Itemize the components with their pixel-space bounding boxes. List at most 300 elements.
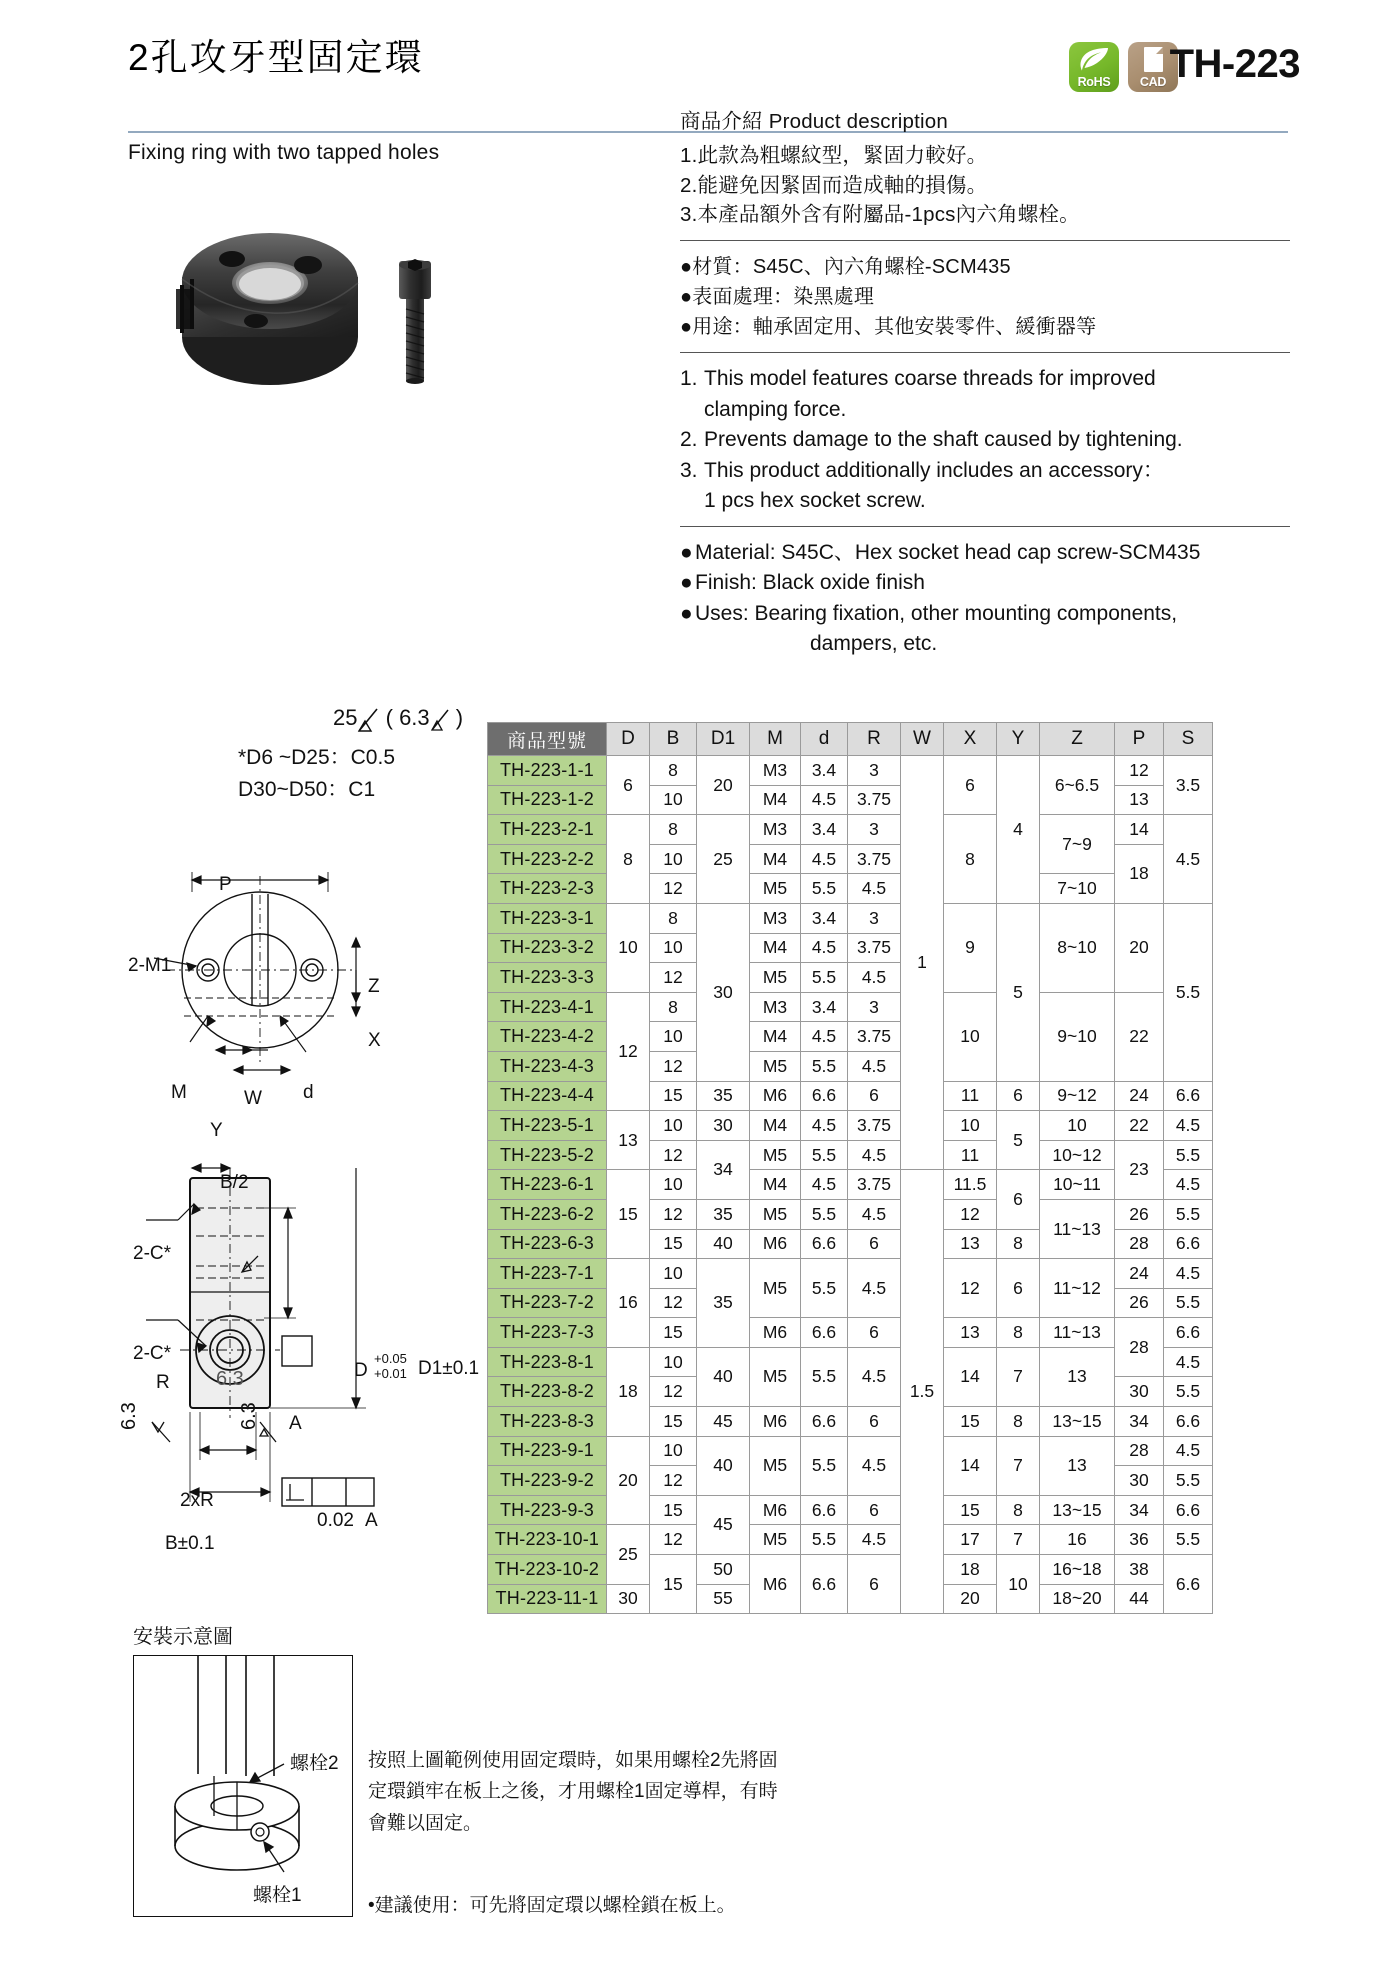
description-divider-3: [680, 526, 1290, 527]
cell-d: 3.4: [801, 815, 848, 845]
cell-y: 7: [997, 1525, 1040, 1555]
surface-finish-symbol: [333, 705, 463, 733]
cell-b: 10: [650, 1111, 697, 1141]
en-item-3-cont: 1 pcs hex socket screw.: [704, 489, 926, 513]
cell-p: 28: [1115, 1318, 1164, 1377]
table-row[interactable]: [488, 1259, 1213, 1289]
cell-b: 15: [650, 1407, 697, 1437]
cell-y: 7: [997, 1347, 1040, 1406]
cell-x: 11.5: [944, 1170, 997, 1200]
cell-model[interactable]: TH-223-8-2: [488, 1377, 607, 1407]
cell-s: 6.6: [1164, 1555, 1213, 1614]
cell-p: 13: [1115, 785, 1164, 815]
cell-model[interactable]: TH-223-6-3: [488, 1229, 607, 1259]
en-item-1-text: This model features coarse threads for improved: [704, 367, 1156, 391]
col-header-m: M: [750, 723, 801, 756]
cell-s: 5.5: [1164, 1140, 1213, 1170]
cell-d1: 40: [697, 1436, 750, 1495]
cell-d1: 34: [697, 1140, 750, 1199]
cell-x: 12: [944, 1199, 997, 1229]
cell-d: 5.5: [801, 874, 848, 904]
cell-m: M5: [750, 1436, 801, 1495]
label-d-tol-upper: +0.05: [374, 1351, 407, 1366]
label-rough-left: 6.3: [118, 1402, 140, 1430]
cell-d: 5.5: [801, 1436, 848, 1495]
installation-diagram: [134, 1656, 350, 1914]
cell-d: 4.5: [801, 1022, 848, 1052]
cell-model[interactable]: TH-223-9-3: [488, 1495, 607, 1525]
label-gdt-datum: A: [365, 1510, 378, 1531]
col-header-d: D: [607, 723, 650, 756]
cell-m: M4: [750, 1022, 801, 1052]
cell-p: 36: [1115, 1525, 1164, 1555]
cell-r: 4.5: [848, 1259, 901, 1318]
cell-d: 12: [607, 992, 650, 1110]
rohs-label: RoHS: [1077, 75, 1111, 89]
cell-s: 4.5: [1164, 1111, 1213, 1141]
uses-en: [680, 599, 1290, 629]
certification-badges: [1069, 42, 1178, 92]
cell-d: 10: [607, 903, 650, 992]
cell-d1: 45: [697, 1495, 750, 1554]
col-header-x: X: [944, 723, 997, 756]
cell-r: 6: [848, 1318, 901, 1348]
label-r: R: [156, 1372, 170, 1393]
uses-zh: ●用途：軸承固定用、其他安裝零件、緩衝器等: [680, 316, 1097, 339]
table-row[interactable]: [488, 815, 1213, 845]
cell-b: 10: [650, 1259, 697, 1289]
cell-r: 3.75: [848, 1111, 901, 1141]
cell-s: 6.6: [1164, 1229, 1213, 1259]
cell-d: 20: [607, 1436, 650, 1525]
cell-d: 6.6: [801, 1081, 848, 1111]
cell-b: 10: [650, 933, 697, 963]
finish-zh: ●表面處理：染黑處理: [680, 286, 875, 309]
cell-b: 10: [650, 1436, 697, 1466]
cell-z: 10~11: [1040, 1170, 1115, 1200]
cell-model[interactable]: TH-223-7-2: [488, 1288, 607, 1318]
cell-y: 7: [997, 1436, 1040, 1495]
col-header-p: P: [1115, 723, 1164, 756]
label-m: M: [171, 1082, 187, 1103]
cell-m: M6: [750, 1318, 801, 1348]
cell-d: 6: [607, 756, 650, 815]
cell-r: 3.75: [848, 1022, 901, 1052]
cell-d: 4.5: [801, 844, 848, 874]
cell-d1: 40: [697, 1347, 750, 1406]
en-item-2-text: Prevents damage to the shaft caused by tightening.: [704, 427, 1183, 451]
cell-d: 6.6: [801, 1318, 848, 1348]
product-description: [680, 104, 1290, 659]
specification-table: [487, 722, 1213, 1614]
cell-b: 10: [650, 844, 697, 874]
cell-z: 13: [1040, 1436, 1115, 1495]
cell-r: 3: [848, 903, 901, 933]
cell-p: 26: [1115, 1199, 1164, 1229]
cell-p: 30: [1115, 1466, 1164, 1496]
cell-y: 6: [997, 1170, 1040, 1229]
cell-d: 25: [607, 1525, 650, 1584]
cell-x: 11: [944, 1140, 997, 1170]
cell-r: 4.5: [848, 1140, 901, 1170]
cell-m: M4: [750, 1170, 801, 1200]
description-zh-3: 3.本產品額外含有附屬品-1pcs內六角螺栓。: [680, 203, 1080, 227]
cell-y: 4: [997, 756, 1040, 904]
cell-model[interactable]: TH-223-6-2: [488, 1199, 607, 1229]
label-d1-tol: D1±0.1: [418, 1358, 480, 1379]
cell-x: 13: [944, 1318, 997, 1348]
cell-b: 10: [650, 1347, 697, 1377]
cell-w: 1.5: [901, 1170, 944, 1614]
cell-model[interactable]: TH-223-4-2: [488, 1022, 607, 1052]
cell-p: 22: [1115, 992, 1164, 1081]
surface-finish-main: 25: [333, 705, 358, 730]
surface-finish-alt: 6.3: [399, 705, 430, 730]
cell-d: 4.5: [801, 785, 848, 815]
cell-p: 44: [1115, 1584, 1164, 1614]
label-b-half: B/2: [220, 1172, 249, 1193]
cell-d: 30: [607, 1584, 650, 1614]
finish-check-icon: [357, 707, 379, 733]
cell-b: 12: [650, 874, 697, 904]
cell-model[interactable]: TH-223-11-1: [488, 1584, 607, 1614]
cell-m: M5: [750, 874, 801, 904]
table-row[interactable]: [488, 992, 1213, 1022]
cell-r: 4.5: [848, 1199, 901, 1229]
cell-r: 6: [848, 1407, 901, 1437]
uses-en-cont: dampers, etc.: [810, 631, 938, 655]
cell-model[interactable]: TH-223-5-2: [488, 1140, 607, 1170]
cell-x: 10: [944, 1111, 997, 1141]
cell-d1: 35: [697, 1081, 750, 1111]
cell-b: 15: [650, 1495, 697, 1525]
table-row[interactable]: [488, 903, 1213, 933]
table-body: [488, 756, 1213, 1614]
cell-d: 4.5: [801, 1170, 848, 1200]
finish-check-icon-2: [430, 708, 450, 732]
cell-d: 3.4: [801, 992, 848, 1022]
cell-model[interactable]: TH-223-10-1: [488, 1525, 607, 1555]
cell-s: 6.6: [1164, 1407, 1213, 1437]
material-en-text: Material: S45C、Hex socket head cap screw-SCM435: [695, 541, 1201, 565]
table-row[interactable]: [488, 1436, 1213, 1466]
cell-z: 8~10: [1040, 903, 1115, 992]
table-row[interactable]: [488, 1111, 1213, 1141]
cell-z: 13: [1040, 1347, 1115, 1406]
cell-b: 15: [650, 1081, 697, 1111]
cell-p: 34: [1115, 1495, 1164, 1525]
cell-model[interactable]: TH-223-6-1: [488, 1170, 607, 1200]
cell-z: 13~15: [1040, 1407, 1115, 1437]
cell-m: M5: [750, 1140, 801, 1170]
cell-r: 6: [848, 1555, 901, 1614]
bullet-dot-3: ●: [680, 601, 693, 625]
cell-p: 26: [1115, 1288, 1164, 1318]
cell-m: M4: [750, 933, 801, 963]
cell-r: 4.5: [848, 1525, 901, 1555]
label-gdt-value: 0.02: [317, 1510, 354, 1531]
cell-r: 6: [848, 1495, 901, 1525]
cell-b: 15: [650, 1555, 697, 1614]
label-rough-right: 6.3: [238, 1402, 260, 1430]
cell-m: M5: [750, 963, 801, 993]
cell-y: 8: [997, 1229, 1040, 1259]
table-row[interactable]: [488, 1199, 1213, 1229]
table-row[interactable]: [488, 1407, 1213, 1437]
cell-m: M4: [750, 844, 801, 874]
specification-table-wrapper: [487, 722, 1213, 1614]
label-bolt-2: 螺栓2: [290, 1753, 339, 1774]
cell-d: 6.6: [801, 1229, 848, 1259]
cell-z: 11~12: [1040, 1259, 1115, 1318]
cell-model[interactable]: TH-223-2-2: [488, 844, 607, 874]
model-number: TH-223: [1169, 42, 1300, 86]
cell-d: 5.5: [801, 1259, 848, 1318]
product-photo: [140, 215, 480, 415]
cell-model[interactable]: TH-223-8-1: [488, 1347, 607, 1377]
cell-z: 10~12: [1040, 1140, 1115, 1170]
cell-d1: 45: [697, 1407, 750, 1437]
cell-model[interactable]: TH-223-1-1: [488, 756, 607, 786]
label-y: Y: [210, 1120, 223, 1141]
cell-model[interactable]: TH-223-2-1: [488, 815, 607, 845]
cell-d1: 20: [697, 756, 750, 815]
cell-d1: 55: [697, 1584, 750, 1614]
cell-s: 6.6: [1164, 1081, 1213, 1111]
cell-r: 4.5: [848, 874, 901, 904]
chamfer-note-1: *D6 ~D25：C0.5: [238, 746, 395, 769]
cell-m: M3: [750, 903, 801, 933]
cell-d1: 35: [697, 1199, 750, 1229]
cell-d1: 30: [697, 1111, 750, 1141]
cell-p: 38: [1115, 1555, 1164, 1585]
cell-m: M3: [750, 815, 801, 845]
cell-p: 22: [1115, 1111, 1164, 1141]
cell-y: 6: [997, 1259, 1040, 1318]
cell-s: 4.5: [1164, 815, 1213, 904]
description-divider-2: [680, 352, 1290, 353]
cell-model[interactable]: TH-223-4-4: [488, 1081, 607, 1111]
table-row[interactable]: [488, 756, 1213, 786]
cell-d: 16: [607, 1259, 650, 1348]
cell-model[interactable]: TH-223-3-2: [488, 933, 607, 963]
cell-b: 12: [650, 1288, 697, 1318]
cell-x: 15: [944, 1407, 997, 1437]
label-x: X: [368, 1030, 381, 1051]
cell-model[interactable]: TH-223-4-1: [488, 992, 607, 1022]
installation-note: 按照上圖範例使用固定環時，如果用螺栓2先將固定環鎖牢在板上之後，才用螺栓1固定導桿，有時會難以固定。: [368, 1750, 778, 1834]
cell-s: 5.5: [1164, 1199, 1213, 1229]
cell-s: 4.5: [1164, 1170, 1213, 1200]
cell-m: M6: [750, 1495, 801, 1525]
cell-m: M6: [750, 1229, 801, 1259]
cell-p: 24: [1115, 1081, 1164, 1111]
cell-z: 11~13: [1040, 1318, 1115, 1348]
cell-d: 8: [607, 815, 650, 904]
cell-m: M3: [750, 992, 801, 1022]
cell-model[interactable]: TH-223-3-1: [488, 903, 607, 933]
cell-z: 18~20: [1040, 1584, 1115, 1614]
cell-x: 20: [944, 1584, 997, 1614]
label-b-tol: B±0.1: [165, 1533, 215, 1554]
cell-s: 5.5: [1164, 1466, 1213, 1496]
description-divider-1: [680, 240, 1290, 241]
cell-r: 3: [848, 815, 901, 845]
cell-d: 6.6: [801, 1555, 848, 1614]
col-header-b: B: [650, 723, 697, 756]
cell-model[interactable]: TH-223-3-3: [488, 963, 607, 993]
cell-r: 3.75: [848, 1170, 901, 1200]
cell-s: 5.5: [1164, 1377, 1213, 1407]
cell-s: 4.5: [1164, 1436, 1213, 1466]
cell-y: 8: [997, 1318, 1040, 1348]
cell-p: 34: [1115, 1407, 1164, 1437]
cell-s: 5.5: [1164, 903, 1213, 1081]
cell-model[interactable]: TH-223-8-3: [488, 1407, 607, 1437]
cell-z: 13~15: [1040, 1495, 1115, 1525]
cell-b: 8: [650, 903, 697, 933]
cell-z: 16~18: [1040, 1555, 1115, 1585]
cell-x: 6: [944, 756, 997, 815]
cell-x: 8: [944, 815, 997, 904]
bullet-dot-1: ●: [680, 541, 693, 565]
label-z: Z: [368, 976, 380, 997]
cell-x: 12: [944, 1259, 997, 1318]
cell-d1: 40: [697, 1229, 750, 1259]
cell-x: 18: [944, 1555, 997, 1585]
description-zh-1: 1.此款為粗螺紋型，緊固力較好。: [680, 144, 988, 167]
cell-model[interactable]: TH-223-10-2: [488, 1555, 607, 1585]
chamfer-notes: [238, 742, 395, 805]
label-chamfer-1: 2-C*: [133, 1243, 172, 1264]
en-item-3-num: 3.: [680, 458, 698, 482]
cell-model[interactable]: TH-223-5-1: [488, 1111, 607, 1141]
cell-r: 4.5: [848, 1051, 901, 1081]
installation-tip: •建議使用：可先將固定環以螺栓鎖在板上。: [368, 1895, 736, 1916]
cell-z: 9~12: [1040, 1081, 1115, 1111]
cell-r: 3: [848, 756, 901, 786]
cell-p: 28: [1115, 1229, 1164, 1259]
cell-model[interactable]: TH-223-1-2: [488, 785, 607, 815]
cell-d1: 35: [697, 1259, 750, 1348]
cell-m: M3: [750, 756, 801, 786]
label-d-tol: D: [354, 1360, 368, 1381]
cell-p: 23: [1115, 1140, 1164, 1199]
surface-finish-paren-close: ): [455, 705, 464, 730]
material-zh: ●材質：S45C、內六角螺栓-SCM435: [680, 256, 1011, 279]
cell-d: 18: [607, 1347, 650, 1436]
cell-d: 5.5: [801, 1140, 848, 1170]
cell-model[interactable]: TH-223-2-3: [488, 874, 607, 904]
cell-r: 3.75: [848, 785, 901, 815]
cell-z: 9~10: [1040, 992, 1115, 1081]
label-w: W: [244, 1088, 262, 1109]
en-item-2-num: 2.: [680, 427, 698, 451]
en-item-1-cont: clamping force.: [704, 397, 847, 421]
table-row[interactable]: [488, 1347, 1213, 1377]
cell-model[interactable]: TH-223-7-1: [488, 1259, 607, 1289]
cell-r: 4.5: [848, 963, 901, 993]
cell-m: M4: [750, 785, 801, 815]
description-en-item-2: [680, 425, 1290, 455]
cell-y: 8: [997, 1495, 1040, 1525]
cell-z: 6~6.5: [1040, 756, 1115, 815]
label-d-tol-lower: +0.01: [374, 1366, 407, 1381]
label-chamfer-2: 2-C*: [133, 1343, 172, 1364]
cell-x: 13: [944, 1229, 997, 1259]
cell-y: 6: [997, 1081, 1040, 1111]
chamfer-note-2: D30~D50：C1: [238, 777, 376, 801]
cell-s: 5.5: [1164, 1525, 1213, 1555]
installation-title: 安裝示意圖: [133, 1626, 233, 1648]
cell-m: M5: [750, 1525, 801, 1555]
cell-s: 6.6: [1164, 1318, 1213, 1348]
cell-z: 16: [1040, 1525, 1115, 1555]
description-heading: 商品介紹 Product description: [680, 110, 948, 133]
material-en: [680, 538, 1290, 568]
cell-z: 11~13: [1040, 1199, 1115, 1258]
cell-d: 5.5: [801, 1051, 848, 1081]
cell-m: M5: [750, 1259, 801, 1318]
cell-m: M5: [750, 1051, 801, 1081]
cell-d: 3.4: [801, 903, 848, 933]
label-d: d: [303, 1082, 314, 1103]
col-header-model: 商品型號: [488, 723, 607, 756]
label-2xr: 2xR: [180, 1490, 214, 1511]
table-row[interactable]: [488, 1495, 1213, 1525]
fixing-ring-image: [170, 225, 385, 395]
cell-s: 5.5: [1164, 1288, 1213, 1318]
description-en-item-3: [680, 456, 1290, 486]
cell-b: 8: [650, 992, 697, 1022]
cell-p: 12: [1115, 756, 1164, 786]
installation-diagram-box: [133, 1655, 353, 1917]
table-row[interactable]: [488, 1081, 1213, 1111]
table-row[interactable]: [488, 1318, 1213, 1348]
cell-d: 3.4: [801, 756, 848, 786]
cell-s: 4.5: [1164, 1259, 1213, 1289]
table-row[interactable]: [488, 1170, 1213, 1200]
label-bolt-1: 螺栓1: [253, 1885, 302, 1906]
cell-m: M4: [750, 1111, 801, 1141]
cell-r: 3.75: [848, 933, 901, 963]
description-zh-2: 2.能避免因緊固而造成軸的損傷。: [680, 173, 988, 197]
page-title-zh: 2孔攻牙型固定環: [128, 37, 424, 78]
cell-b: 12: [650, 1466, 697, 1496]
table-row[interactable]: [488, 1140, 1213, 1170]
cell-b: 10: [650, 1170, 697, 1200]
col-header-d1: D1: [697, 723, 750, 756]
label-rough-center: 6.3: [216, 1368, 244, 1390]
cell-model[interactable]: TH-223-9-1: [488, 1436, 607, 1466]
cell-model[interactable]: TH-223-9-2: [488, 1466, 607, 1496]
col-header-y: Y: [997, 723, 1040, 756]
cell-b: 8: [650, 815, 697, 845]
cell-b: 12: [650, 1525, 697, 1555]
cell-model[interactable]: TH-223-4-3: [488, 1051, 607, 1081]
table-row[interactable]: [488, 1555, 1213, 1585]
cell-model[interactable]: TH-223-7-3: [488, 1318, 607, 1348]
cell-y: 10: [997, 1555, 1040, 1614]
label-2m1: 2-M1: [128, 955, 172, 976]
finish-en-text: Finish: Black oxide finish: [695, 571, 925, 595]
cell-r: 4.5: [848, 1436, 901, 1495]
cell-x: 9: [944, 903, 997, 992]
description-en-bullets: [680, 538, 1290, 659]
col-header-w: W: [901, 723, 944, 756]
table-row[interactable]: [488, 1525, 1213, 1555]
table-row[interactable]: [488, 874, 1213, 904]
